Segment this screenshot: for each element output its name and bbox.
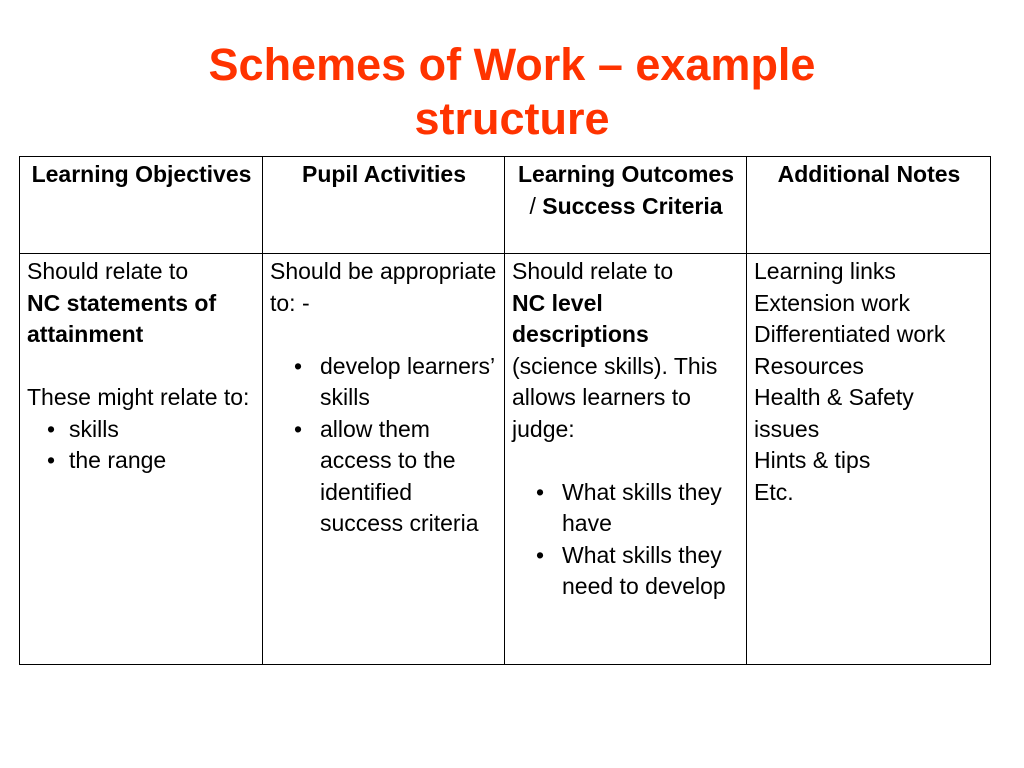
list-item [270,351,498,414]
col2-bullet-text: allow them access to the identified success criteria [320,415,479,536]
col2-bullet-text: develop learners’ skills [320,352,495,410]
slide-title [0,38,1024,146]
header-success-criteria: Success Criteria [542,192,723,219]
col3-bullet-text: What skills they have [562,478,722,536]
col1-bullet-text: the range [69,447,167,473]
col3-bullet-text: What skills they need to develop [562,541,726,599]
title-line-2: structure [414,93,610,144]
bullet-icon: • [294,415,303,442]
header-learning-objectives: Learning Objectives [20,157,263,254]
note-item: Etc. [754,478,794,505]
col1-relate: These might relate to: [27,384,250,410]
scheme-of-work-table [19,156,991,665]
col2-bullet-list [270,351,498,540]
header-additional-notes: Additional Notes [747,157,991,254]
list-item [270,414,498,540]
content-row [20,254,991,665]
list-item [512,477,740,540]
bullet-icon: • [47,447,56,473]
col3-rest: (science skills). This allows learners to judge: [512,352,718,442]
bullet-icon: • [294,352,303,379]
list-item [512,540,740,603]
col2-intro: Should be appropriate to: - [270,258,497,316]
note-item: Health & Safety issues [754,384,914,442]
header-slash: / [529,192,543,219]
header-pupil-activities: Pupil Activities [263,157,505,254]
cell-pupil-activities [263,254,505,665]
list-item [27,445,256,477]
bullet-icon: • [536,478,545,505]
col3-bullet-list [512,477,740,603]
cell-learning-objectives [20,254,263,665]
col1-bullet-list [27,414,256,477]
note-item: Resources [754,352,864,379]
col1-intro: Should relate to [27,258,189,284]
note-item: Extension work [754,289,910,316]
col3-nc-level: NC level descriptions [512,289,649,347]
col1-spacer [27,351,256,383]
col3-spacer [512,445,740,477]
note-item: Differentiated work [754,321,946,347]
col1-bullet-text: skills [69,415,119,442]
list-item [27,414,256,446]
col1-nc-statements: NC statements of attainment [27,289,217,347]
col2-spacer [270,319,498,351]
bullet-icon: • [47,415,56,442]
cell-learning-outcomes [505,254,747,665]
note-item: Learning links [754,258,896,284]
header-learning-outcomes [505,157,747,254]
col3-intro: Should relate to [512,258,674,284]
header-learning-outcomes-label: Learning Outcomes [518,161,734,187]
cell-additional-notes [747,254,991,665]
bullet-icon: • [536,541,545,568]
title-line-1: Schemes of Work – example [208,39,816,90]
note-item: Hints & tips [754,447,871,473]
header-row [20,157,991,254]
